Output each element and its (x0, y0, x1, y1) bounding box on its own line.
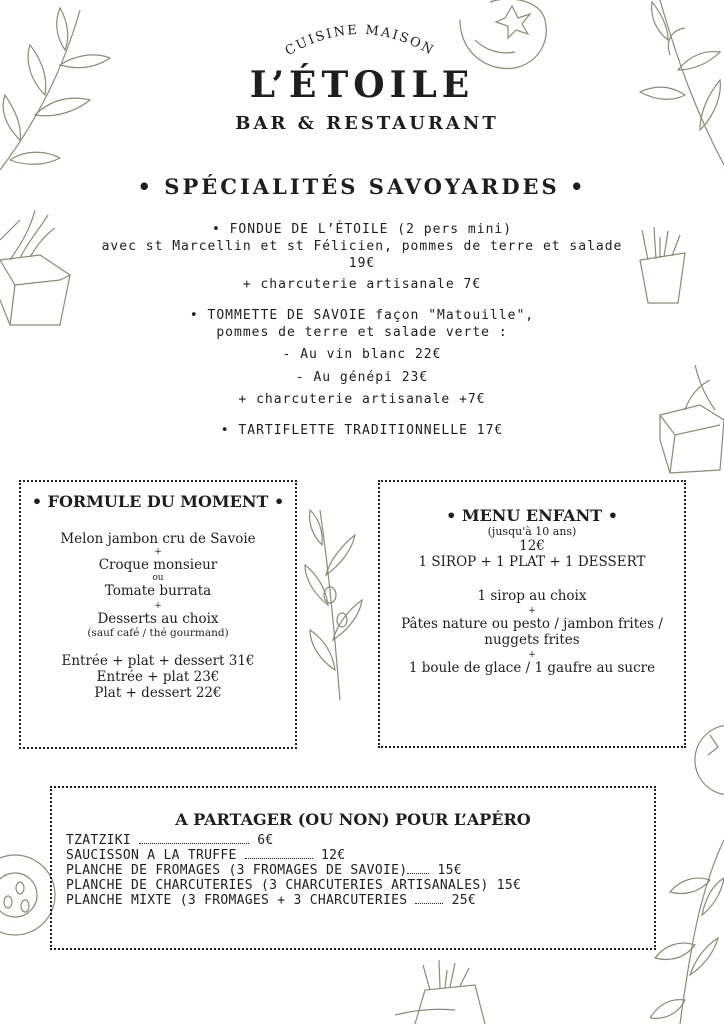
formule-heading: • FORMULE DU MOMENT • (31, 492, 285, 511)
formule-item-desserts: Desserts au choix (97, 611, 219, 627)
apero-item-charcuteries: PLANCHE DE CHARCUTERIES (3 CHARCUTERIES ARTISANALES) 15€ (66, 878, 522, 893)
enfant-sirop: 1 sirop au choix (477, 588, 587, 604)
olive-branch-icon (290, 500, 370, 700)
formule-item-burrata: Tomate burrata (104, 583, 212, 599)
enfant-plat-line1: Pâtes nature ou pesto / jambon frites / (401, 616, 663, 632)
formule-item-melon: Melon jambon cru de Savoie (60, 531, 256, 547)
formule-box (19, 480, 297, 749)
apero-box (50, 786, 656, 950)
formule-price-full: Entrée + plat + dessert 31€ (61, 653, 255, 669)
apero-item-saucisson: SAUCISSON A LA TRUFFE 12€ (66, 848, 346, 863)
tommette-desc: pommes de terre et salade verte : (216, 325, 508, 340)
menu-enfant-box (378, 480, 686, 748)
tommette-genepi: - Au génépi 23€ (295, 370, 429, 385)
formule-item-croque: Croque monsieur (98, 557, 218, 573)
formule-ou: ou (152, 573, 164, 583)
restaurant-subtitle: BAR & RESTAURANT (235, 113, 499, 134)
fondue-addon: + charcuterie artisanale 7€ (242, 277, 482, 292)
apero-heading: A PARTAGER (OU NON) POUR L’APÉRO (175, 810, 531, 829)
tagline-arc (250, 10, 470, 70)
apero-item-fromages: PLANCHE DE FROMAGES (3 FROMAGES DE SAVOIE) 15€ (66, 863, 462, 878)
enfant-heading: • MENU ENFANT • (446, 506, 618, 525)
formule-plus: + (154, 601, 162, 611)
formule-price-entree-plat: Entrée + plat 23€ (96, 669, 220, 685)
specialites-heading: • SPÉCIALITÉS SAVOYARDES • (137, 174, 587, 199)
enfant-age: (jusqu'à 10 ans) (487, 525, 577, 538)
tomato-icon (690, 715, 724, 805)
apero-item-tzatziki: TZATZIKI 6€ (66, 833, 274, 848)
olive-branch-icon (650, 830, 724, 1024)
enfant-dessert: 1 boule de glace / 1 gaufre au sucre (408, 660, 656, 676)
fondue-price: 19€ (348, 256, 376, 271)
formule-price-plat-dessert: Plat + dessert 22€ (94, 685, 222, 701)
enfant-plus: + (528, 650, 536, 660)
restaurant-name: L’ÉTOILE (249, 64, 475, 106)
fondue-desc: avec st Marcellin et st Félicien, pommes de terre et salade (101, 239, 623, 254)
tagline: CUISINE MAISON (282, 22, 438, 60)
formule-note: (sauf café / thé gourmand) (87, 627, 229, 639)
apero-item-mixte: PLANCHE MIXTE (3 FROMAGES + 3 CHARCUTERIES 25€ (66, 893, 476, 908)
formule-plus: + (154, 547, 162, 557)
fries-icon (395, 960, 505, 1024)
fondue-title: • FONDUE DE L’ÉTOILE (2 pers mini) (211, 222, 513, 237)
enfant-price: 12€ (519, 538, 545, 554)
tartiflette: • TARTIFLETTE TRADITIONNELLE 17€ (220, 423, 504, 438)
enfant-plat-line2: nuggets frites (484, 632, 580, 648)
enfant-plus: + (528, 606, 536, 616)
tommette-addon: + charcuterie artisanale +7€ (238, 392, 486, 407)
tommette-vin-blanc: - Au vin blanc 22€ (282, 347, 442, 362)
tommette-title: • TOMMETTE DE SAVOIE façon "Matouille", (189, 308, 535, 323)
enfant-summary: 1 SIROP + 1 PLAT + 1 DESSERT (418, 554, 646, 570)
